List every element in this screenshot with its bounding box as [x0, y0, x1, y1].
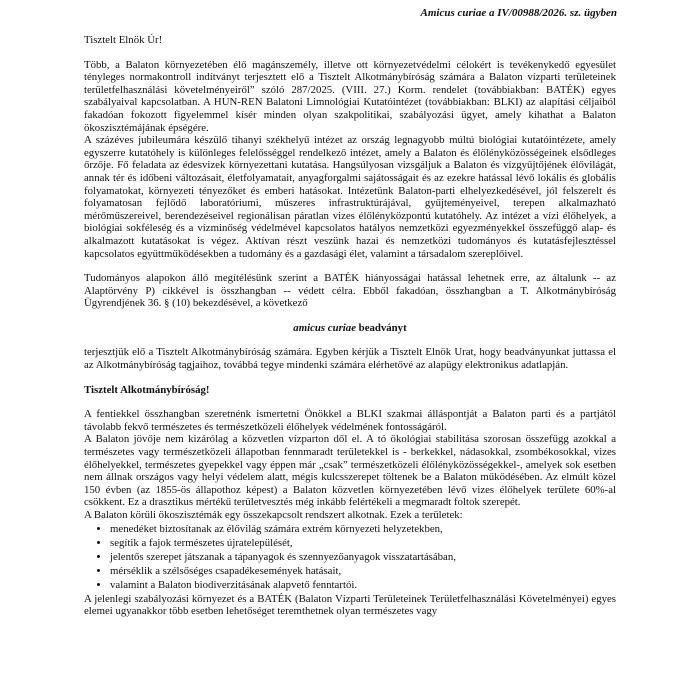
list-item: • jelentős szerepet játszanak a tápanyagok és szennyezőanyagok visszatartásában, — [110, 550, 616, 564]
amicus-title-rest: beadványt — [355, 321, 407, 334]
intro-paragraph-1: Több, a Balaton környezetében élő magánszemély, illetve ott környezetvédelmi célokért is tevékenykedő egyesület tényleges normakontroll indítványt terjesztett elő a Tisztelt Alkotmánybíróság számára a Balaton vízparti területeinek területfelhasználási követelményeiről” szóló 287/2025. (VIII. 27.) Korm. rendelet (továbbiakban: BATÉK) egyes szabályaival kapcsolatban. A HUN-REN Balatoni Limnológiai Kutatóintézet (továbbiakban: BLKI) az alapítási céljaiból fakadóan fokozott figyelemmel kísér minden olyan szakpolitikai, szabályozási ügyet, amely kihathat a Balaton ökoszisztémájának épségére. — [84, 58, 616, 134]
function-list — [84, 522, 616, 593]
list-item: • segítik a fajok természetes újratelepülését, — [110, 536, 616, 550]
submit-paragraph: terjesztjük elő a Tisztelt Alkotmánybíróság számára. Egyben kérjük a Tisztelt Elnök Urat, hogy beadványunkat juttassa el az Alkotmánybíróság tagjaihoz, továbbá tegye mindenki számára elérhetővé az alapügy elektronikus adatlapján. — [84, 346, 616, 372]
case-header: Amicus curiae a IV/00988/2026. sz. ügyben — [420, 7, 617, 19]
intro-paragraph-3: Tudományos alapokon álló megítélésünk szerint a BATÉK hiányosságai hatással lehetnek erre, az általunk -- az Alaptörvény P) cikkével is összhangban -- védett célra. Ebből fakadóan, összhangban a T. Alkotmánybíróság Ügyrendjének 36. § (10) bekezdésével, a következő — [84, 272, 616, 310]
greeting: Tisztelt Elnök Úr! — [84, 34, 163, 46]
final-paragraph: A jelenlegi szabályozási környezet és a BATÉK (Balaton Vízparti Területeinek Területfelhasználási Követelményei) egyes elemei ugyanakkor több esetben lehetőséget teremthetnek olyan természetes vagy — [84, 592, 616, 618]
intro-paragraph-2: A százéves jubileumára készülő tihanyi székhelyű intézet az ország legnagyobb múltú biológiai kutatóintézete, amely egyszerre kutatóhely is különleges felelősséggel rendelkező intézet, amely a Balaton és élőlényközösségeinek elsődleges őrzője. Fő feladata az édesvizek környezettani kutatása. Hangsúlyosan vizsgáljuk a Balaton és vízgyűjtőjének élővilágát, annak tér és időbeni változásait, életfolyamatait, anyagforgalmi sajátosságait és az ezekre hatással lévő lokális és globális folyamatokat, környezeti tényezőket és emberi hatásokat. Intézetünk Balaton-parti elhelyezkedésével, jól felszerelt és folyamatosan fejlődő laboratóriumi, műszeres infrastruktúrájával, gyűjteményeivel, terepen alkalmazható mérőműszereivel, berendezéseivel regionálisan páratlan vizes élőlényközpontú kutatóhely. Az intézet a vízi élőhelyek, a biológiai sokféleség és a vízminőség védelmével kapcsolatos hatályos nemzetközi egyezményekkel összefüggő alap- és alkalmazott kutatásokat is végez. Aktívan részt veszünk hazai és nemzetközi tudományos és kutatásfejlesztéssel kapcsolatos együttműködésekben a tudomány és a gazdasági élet, valamint a társadalom szereplőivel. — [84, 134, 616, 260]
court-paragraph-2: A Balaton jövője nem kizárólag a közvetlen vízparton dől el. A tó ökológiai stabilitása szorosan összefügg azokkal a természetes vagy természetközeli állapotban fennmaradt területekkel is - berkekkel, nádasokkal, zsombékosokkal, vizes élőhelyekkel, természetes gyepekkel vagy éppen már „csak” természetközeli élőlényközösségekkel-, amelyek sok esetben nem állnak országos vagy helyi védelem alatt, mégis kulcsszerepet töltenek be a Balaton működésében. Az elmúlt közel 150 évben (az 1855-ös állapothoz képest) a Balaton közvetlen környezetében lévő vizes élőhelyek területe 60%-al csökkent. Ez a drasztikus mértékű területvesztés még inkább felértékeli a megmaradt foltok szerepét. — [84, 433, 616, 509]
court-address: Tisztelt Alkotmánybíróság! — [84, 383, 210, 396]
amicus-title — [84, 322, 616, 335]
list-item: • valamint a Balaton biodiverzitásának alapvető fenntartói. — [110, 578, 616, 592]
court-paragraph-1: A fentiekkel összhangban szeretnénk ismertetni Önökkel a BLKI szakmai álláspontját a Balaton parti és a partjától távolabb fekvő természetes és természetközeli élőhelyek védelmének fontosságáról. — [84, 408, 616, 433]
list-item: • menedéket biztosítanak az élővilág számára extrém környezeti helyzetekben, — [110, 522, 616, 536]
list-item: • mérséklik a szélsőséges csapadékesemények hatásait, — [110, 564, 616, 578]
court-paragraph-3: A Balaton körüli ökoszisztémák egy összekapcsolt rendszert alkotnak. Ezek a területek: — [84, 509, 463, 521]
document-body — [84, 34, 616, 618]
amicus-title-italic: amicus curiae — [293, 321, 356, 334]
